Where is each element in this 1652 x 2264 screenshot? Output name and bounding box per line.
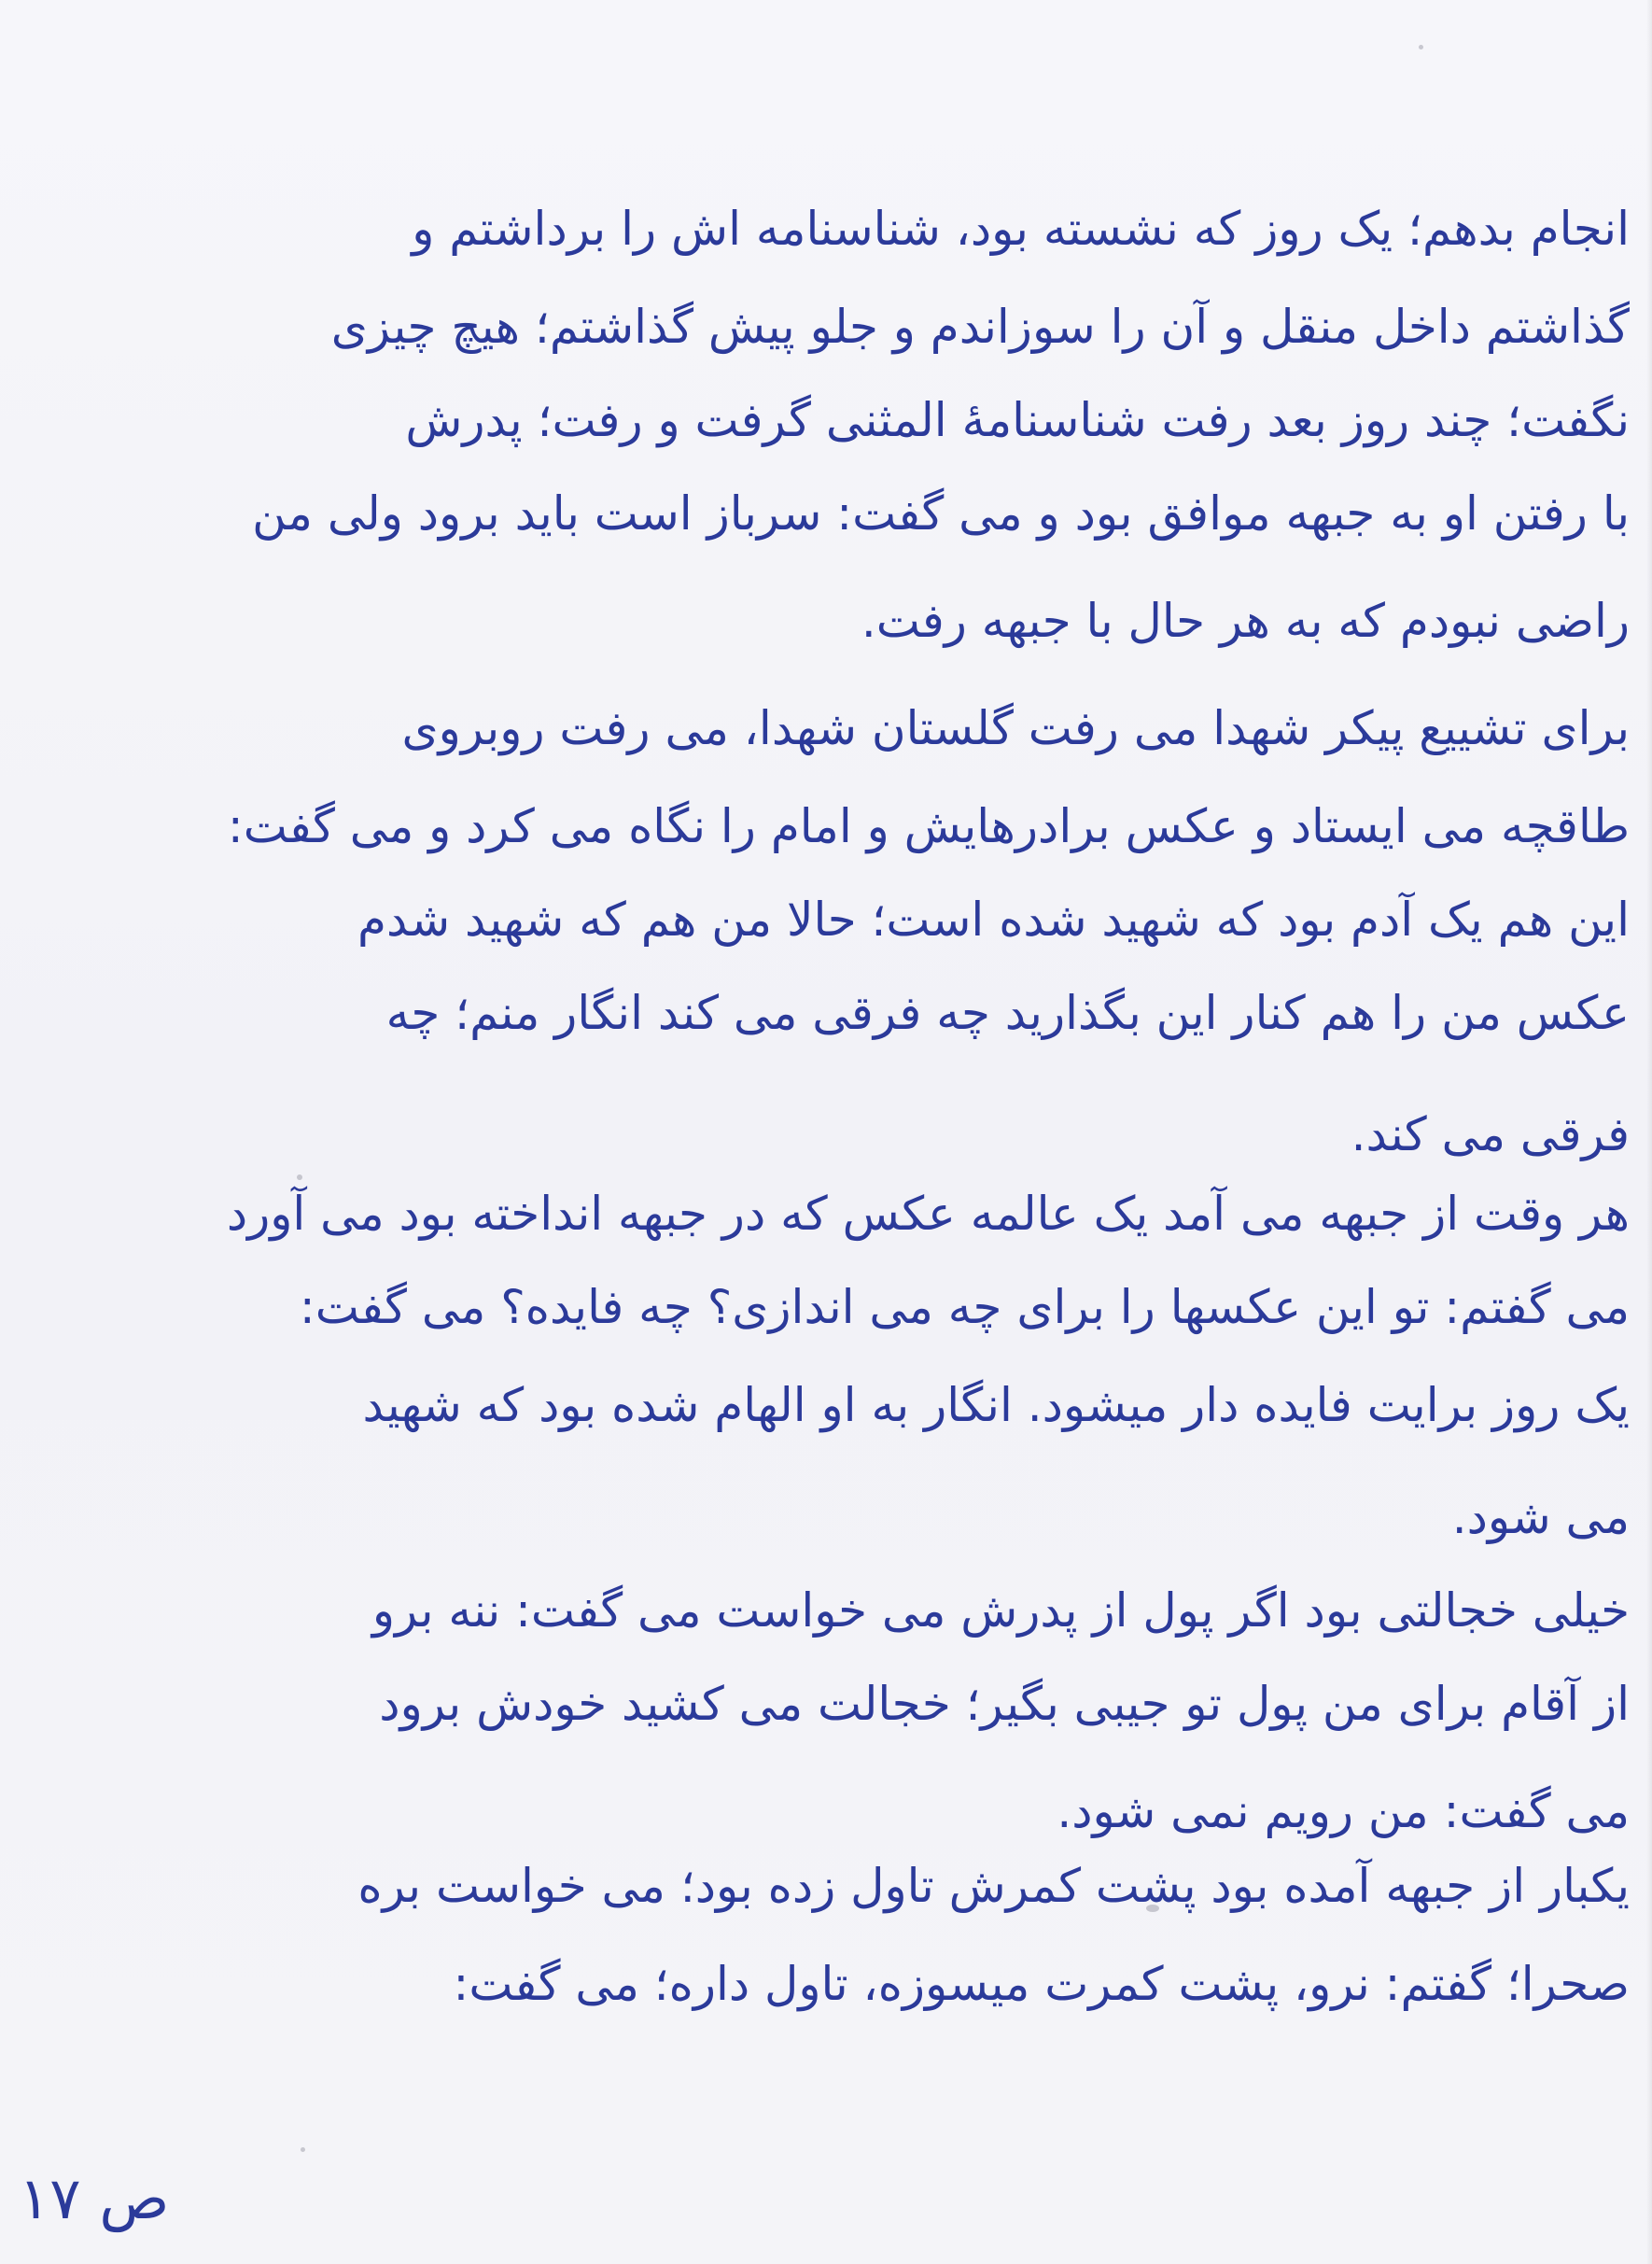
text-line-2: گذاشتم داخل منقل و آن را سوزاندم و جلو پیش گذاشتم؛ هیچ چیزی	[330, 300, 1630, 354]
text-line-5: راضی نبودم که به هر حال با جبهه رفت.	[861, 594, 1630, 648]
text-line-12: می گفتم: تو این عکسها را برای چه می اندازی؟ چه فایده؟ می گفت:	[299, 1280, 1630, 1334]
text-line-8: این هم یک آدم بود که شهید شده است؛ حالا من هم که شهید شدم	[357, 893, 1630, 947]
text-line-17: می گفت: من رویم نمی شود.	[1057, 1784, 1630, 1838]
text-line-9: عکس من را هم کنار این بگذارید چه فرقی می کند انگار منم؛ چه	[385, 986, 1630, 1040]
text-line-19: صحرا؛ گفتم: نرو، پشت کمرت میسوزه، تاول داره؛ می گفت:	[453, 1957, 1630, 2011]
text-line-1: انجام بدهم؛ یک روز که نشسته بود، شناسنامه اش را برداشتم و	[412, 202, 1630, 256]
text-line-15: خیلی خجالتی بود اگر پول از پدرش می خواست می گفت: ننه برو	[371, 1583, 1630, 1638]
text-line-10: فرقی می کند.	[1351, 1107, 1630, 1161]
text-line-7: طاقچه می ایستاد و عکس برادرهایش و امام را نگاه می کرد و می گفت:	[227, 799, 1630, 853]
text-line-6: برای تشییع پیکر شهدا می رفت گلستان شهدا، می رفت روبروی	[401, 701, 1630, 755]
page-number: ص ۱۷	[19, 2164, 170, 2232]
text-line-11: هر وقت از جبهه می آمد یک عالمه عکس که در جبهه انداخته بود می آورد	[226, 1187, 1630, 1241]
text-line-16: از آقام برای من پول تو جیبی بگیر؛ خجالت می کشید خودش برود	[379, 1677, 1630, 1731]
text-line-14: می شود.	[1451, 1490, 1630, 1544]
text-line-18: یکبار از جبهه آمده بود پشت کمرش تاول زده بود؛ می خواست بره	[357, 1859, 1630, 1913]
text-line-3: نگفت؛ چند روز بعد رفت شناسنامهٔ المثنی گرفت و رفت؛ پدرش	[405, 393, 1630, 447]
text-line-4: با رفتن او به جبهه موافق بود و می گفت: سرباز است باید برود ولی من	[252, 486, 1630, 541]
text-line-13: یک روز برایت فایده دار میشود. انگار به او الهام شده بود که شهید	[362, 1378, 1630, 1432]
